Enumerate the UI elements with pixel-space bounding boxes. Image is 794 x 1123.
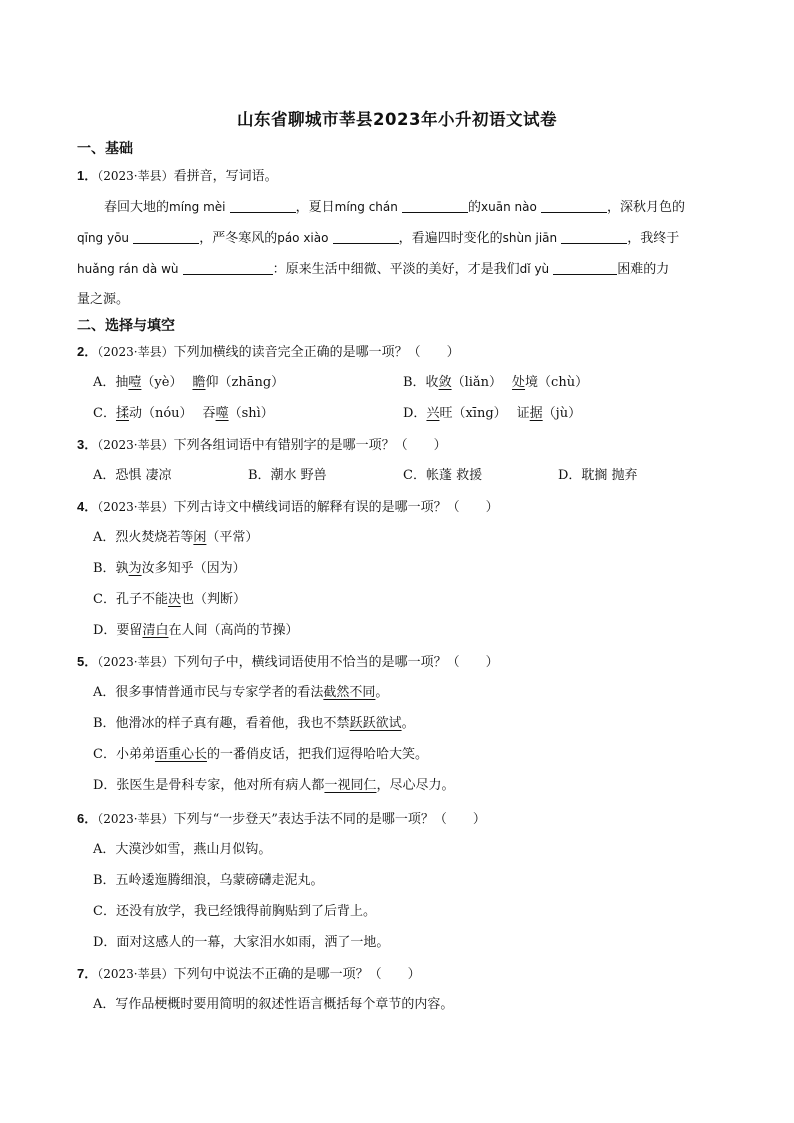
- answer-blank[interactable]: [230, 198, 296, 213]
- option-text: A．抽: [93, 375, 129, 390]
- option-c[interactable]: [93, 590, 246, 610]
- question-1-line-4: 量之源。: [77, 292, 130, 307]
- question-1-line-3: [77, 259, 669, 280]
- question-text: 下列句中说法不正确的是哪一项？（ ）: [173, 967, 421, 982]
- underlined-text: 敛: [438, 375, 452, 390]
- question-number: 6．: [77, 811, 98, 826]
- option-text: 仰（zhāng）: [205, 375, 285, 390]
- question-source: （2023·莘县）: [97, 345, 174, 359]
- question-4-stem: [77, 497, 499, 518]
- option-b[interactable]: [93, 559, 246, 579]
- option-text: A．很多事情普通市民与专家学者的看法: [93, 685, 324, 700]
- option-b[interactable]: B．潮水 野兽: [248, 468, 327, 483]
- option-text: D．张医生是骨科专家，他对所有病人都: [93, 778, 325, 793]
- underlined-text: 一视同仁: [324, 778, 377, 793]
- option-a[interactable]: A．写作品梗概时要用简明的叙述性语言概括每个章节的内容。: [93, 997, 454, 1012]
- question-number: 1．: [77, 168, 98, 183]
- underlined-text: 跃跃欲试: [349, 716, 402, 731]
- pinyin: míng chán: [334, 200, 398, 214]
- option-text: 。: [401, 716, 415, 731]
- option-a[interactable]: A．大漠沙如雪，燕山月似钩。: [93, 842, 272, 857]
- question-number: 4．: [77, 499, 98, 514]
- question-text: 下列与“一步登天”表达手法不同的是哪一项？（ ）: [173, 812, 486, 827]
- question-1-line-1: [104, 197, 685, 218]
- answer-blank[interactable]: [553, 260, 617, 275]
- underlined-text: 决: [167, 592, 181, 607]
- question-5-stem: [77, 652, 499, 673]
- question-text: 下列古诗文中横线词语的解释有误的是哪一项？（ ）: [173, 500, 499, 515]
- pinyin: dǐ yù: [519, 262, 550, 276]
- text-segment: ，夏日: [295, 200, 335, 215]
- option-text: 也（判断）: [180, 592, 246, 607]
- question-number: 3．: [77, 437, 98, 452]
- text-segment: ，看遍四时变化的: [398, 231, 503, 246]
- section-heading-basics: 一、基础: [77, 141, 133, 157]
- answer-blank[interactable]: [402, 198, 468, 213]
- section-heading-choice: 二、选择与填空: [77, 318, 175, 334]
- question-2-stem: [77, 342, 460, 363]
- option-c[interactable]: C．帐蓬 救援: [403, 468, 483, 483]
- answer-blank[interactable]: [183, 260, 273, 275]
- option-d[interactable]: D．面对这感人的一幕，大家泪水如雨，洒了一地。: [93, 935, 390, 950]
- option-a[interactable]: [93, 373, 284, 393]
- option-text: A．烈火焚烧若等: [93, 530, 194, 545]
- option-b[interactable]: [93, 714, 415, 734]
- pinyin: míng mèi: [169, 200, 226, 214]
- text-segment: ，深秋月色的: [606, 200, 685, 215]
- question-source: （2023·莘县）: [97, 812, 174, 826]
- question-text: 下列各组词语中有错别字的是哪一项？（ ）: [173, 438, 447, 453]
- option-text: 汝多知乎（因为）: [141, 561, 246, 576]
- option-text: 旺（xīng）: [439, 406, 507, 421]
- text-segment: 困难的力: [617, 262, 670, 277]
- question-text: 看拼音，写词语。: [173, 169, 278, 184]
- text-segment: 春回大地的: [104, 200, 170, 215]
- text-segment: ，严冬寒风的: [199, 231, 278, 246]
- question-text: 下列加横线的读音完全正确的是哪一项？（ ）: [173, 345, 460, 360]
- option-text: （平常）: [206, 530, 259, 545]
- question-6-stem: [77, 809, 486, 830]
- option-b[interactable]: [403, 373, 588, 393]
- option-d[interactable]: D．耽搁 抛弃: [558, 468, 638, 483]
- option-text: 动（nóu）: [128, 406, 193, 421]
- question-number: 5．: [77, 654, 98, 669]
- option-text: 证: [516, 406, 530, 421]
- option-text: 。: [375, 685, 389, 700]
- option-text: C．孔子不能: [93, 592, 168, 607]
- underlined-text: 瞻: [192, 375, 206, 390]
- option-c[interactable]: [93, 745, 428, 765]
- option-text: B．孰: [93, 561, 129, 576]
- pinyin: páo xiào: [277, 231, 329, 245]
- answer-blank[interactable]: [133, 229, 199, 244]
- text-segment: 的: [468, 200, 482, 215]
- question-text: 下列句子中，横线词语使用不恰当的是哪一项？（ ）: [173, 655, 499, 670]
- answer-blank[interactable]: [333, 229, 399, 244]
- question-number: 2．: [77, 344, 98, 359]
- option-d[interactable]: [93, 776, 454, 796]
- pinyin: shùn jiān: [502, 231, 558, 245]
- option-text: （liǎn）: [451, 375, 503, 390]
- underlined-text: 为: [128, 561, 142, 576]
- option-b[interactable]: B．五岭逶迤腾细浪，乌蒙磅礴走泥丸。: [93, 873, 324, 888]
- question-source: （2023·莘县）: [97, 169, 174, 183]
- option-text: 境（chù）: [525, 375, 589, 390]
- text-segment: ：原来生活中细微、平淡的美好，才是我们: [272, 262, 520, 277]
- answer-blank[interactable]: [541, 198, 607, 213]
- option-text: 的一番俏皮话，把我们逗得哈哈大笑。: [206, 747, 428, 762]
- option-text: B．收: [403, 375, 439, 390]
- option-d[interactable]: [93, 621, 298, 641]
- option-text: D．: [403, 406, 427, 421]
- pinyin: huǎng rán dà wù: [77, 262, 179, 276]
- question-source: （2023·莘县）: [97, 655, 174, 669]
- option-a[interactable]: A．恐惧 凄凉: [93, 468, 172, 483]
- option-text: ，尽心尽力。: [376, 778, 455, 793]
- pinyin: qīng yōu: [77, 231, 130, 245]
- option-text: 在人间（高尚的节操）: [168, 623, 299, 638]
- option-text: C．: [93, 406, 116, 421]
- option-text: B．他滑冰的样子真有趣，看着他，我也不禁: [93, 716, 350, 731]
- option-text: （yè）: [141, 375, 183, 390]
- option-text: （jù）: [542, 406, 582, 421]
- option-a[interactable]: [93, 528, 258, 548]
- text-segment: ，我终于: [627, 231, 680, 246]
- underlined-text: 兴: [426, 406, 440, 421]
- question-1-line-2: [77, 228, 679, 249]
- question-source: （2023·莘县）: [97, 967, 174, 981]
- option-d[interactable]: [403, 404, 581, 424]
- pinyin: xuān nào: [481, 200, 537, 214]
- question-1-stem: [77, 166, 278, 187]
- answer-blank[interactable]: [561, 229, 627, 244]
- option-text: C．小弟弟: [93, 747, 155, 762]
- underlined-text: 揉: [115, 406, 129, 421]
- option-c[interactable]: C．还没有放学，我已经饿得前胸贴到了后背上。: [93, 904, 376, 919]
- question-3-stem: [77, 435, 447, 456]
- question-source: （2023·莘县）: [97, 438, 174, 452]
- page-title: 山东省聊城市莘县2023年小升初语文试卷: [237, 110, 557, 129]
- question-source: （2023·莘县）: [97, 500, 174, 514]
- underlined-text: 据: [529, 406, 543, 421]
- underlined-text: 闲: [193, 530, 207, 545]
- underlined-text: 噬: [215, 406, 229, 421]
- option-text: （shì）: [228, 406, 274, 421]
- option-c[interactable]: [93, 404, 274, 424]
- underlined-text: 语重心长: [154, 747, 207, 762]
- question-number: 7．: [77, 966, 98, 981]
- question-7-stem: [77, 964, 421, 985]
- underlined-text: 噎: [128, 375, 142, 390]
- underlined-text: 截然不同: [323, 685, 376, 700]
- option-a[interactable]: [93, 683, 388, 703]
- option-text: D．要留: [93, 623, 143, 638]
- option-text: 吞: [202, 406, 216, 421]
- underlined-text: 清白: [142, 623, 169, 638]
- underlined-text: 处: [512, 375, 526, 390]
